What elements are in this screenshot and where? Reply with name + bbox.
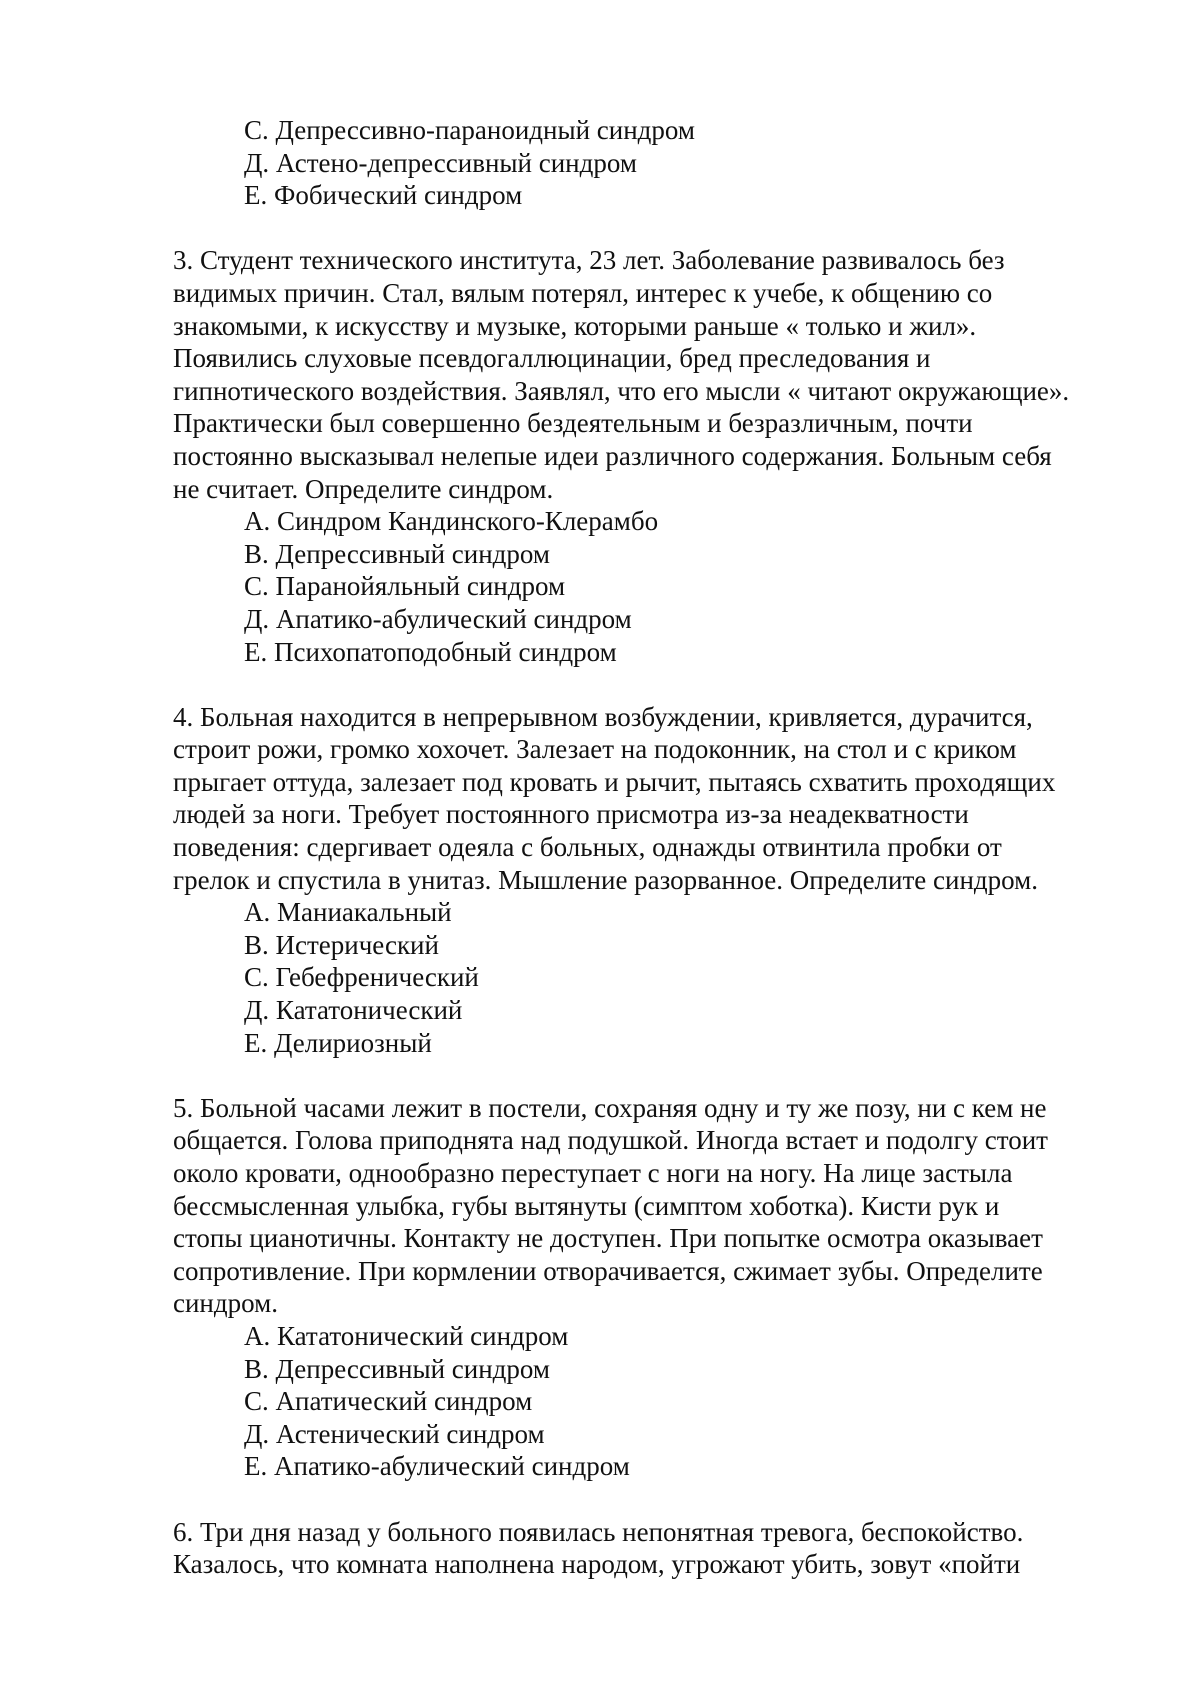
question-line: грелок и спустила в унитаз. Мышление разорванное. Определите синдром.	[173, 864, 1038, 895]
question-line: людей за ноги. Требует постоянного присмотра из-за неадекватности	[173, 799, 969, 830]
answer-option: Е. Фобический синдром	[244, 180, 523, 211]
answer-option: А. Маниакальный	[244, 897, 452, 928]
question-line: сопротивление. При кормлении отворачивается, сжимает зубы. Определите	[173, 1255, 1043, 1286]
answer-option: Д. Астенический синдром	[244, 1418, 545, 1449]
question-line: общается. Голова приподнята над подушкой. Иногда встает и подолгу стоит	[173, 1125, 1048, 1156]
question-text	[173, 244, 1133, 505]
answer-option: А. Синдром Кандинского-Клерамбо	[244, 506, 659, 537]
question-line: не считает. Определите синдром.	[173, 473, 554, 504]
answer-option: А. Кататонический синдром	[244, 1320, 569, 1351]
answer-option: С. Апатический синдром	[244, 1386, 533, 1417]
answer-option: Д. Апатико-абулический синдром	[244, 603, 632, 634]
answer-option: Д. Астено-депрессивный синдром	[244, 147, 637, 178]
question-line: 3. Студент технического института, 23 лет. Заболевание развивалось без	[173, 245, 1005, 276]
question-line: поведения: сдергивает одеяла с больных, однажды отвинтила пробки от	[173, 832, 1002, 863]
question-line: Практически был совершенно бездеятельным и безразличным, почти	[173, 408, 973, 439]
question-line: 6. Три дня назад у больного появилась непонятная тревога, беспокойство.	[173, 1516, 1024, 1547]
question-line: видимых причин. Стал, вялым потерял, интерес к учебе, к общению со	[173, 277, 993, 308]
question-3-options	[173, 505, 1133, 668]
question-line: прыгает оттуда, залезает под кровать и рычит, пытаясь схватить проходящих	[173, 766, 1056, 797]
question-text	[173, 1516, 1133, 1581]
question-line: строит рожи, громко хохочет. Залезает на подоконник, на стол и с криком	[173, 734, 1017, 765]
document-content	[173, 114, 1133, 1581]
question-5	[173, 1092, 1133, 1483]
question-line: гипнотического воздействия. Заявлял, что его мысли « читают окружающие».	[173, 375, 1070, 406]
question-line: знакомыми, к искусству и музыке, которыми раньше « только и жил».	[173, 310, 977, 341]
question-4	[173, 701, 1133, 1060]
answer-option: С. Депрессивно-параноидный синдром	[244, 115, 695, 145]
question-line: Казалось, что комната наполнена народом, угрожают убить, зовут «пойти	[173, 1549, 1021, 1580]
question-line: синдром.	[173, 1288, 278, 1319]
answer-option: С. Гебефренический	[244, 962, 479, 993]
question-text	[173, 1092, 1133, 1320]
question-4-options	[173, 896, 1133, 1059]
question-line: стопы цианотичны. Контакту не доступен. При попытке осмотра оказывает	[173, 1223, 1043, 1254]
answer-option: Д. Кататонический	[244, 995, 463, 1026]
question-6	[173, 1516, 1133, 1581]
question-3	[173, 244, 1133, 668]
answer-option: С. Паранойяльный синдром	[244, 571, 566, 602]
answer-option: Е. Психопатоподобный синдром	[244, 636, 617, 667]
question-line: постоянно высказывал нелепые идеи различного содержания. Больным себя	[173, 440, 1052, 471]
question-line: около кровати, однообразно переступает с ноги на ногу. На лице застыла	[173, 1158, 1013, 1188]
answer-option: Е. Апатико-абулический синдром	[244, 1451, 630, 1482]
question-line: бессмысленная улыбка, губы вытянуты (симптом хоботка). Кисти рук и	[173, 1190, 1000, 1221]
question-text	[173, 701, 1133, 897]
question-line: 5. Больной часами лежит в постели, сохраняя одну и ту же позу, ни с кем не	[173, 1092, 1047, 1123]
answer-option: В. Депрессивный синдром	[244, 538, 550, 569]
answer-option: В. Депрессивный синдром	[244, 1353, 550, 1384]
answer-option: Е. Делириозный	[244, 1027, 432, 1058]
question-line: Появились слуховые псевдогаллюцинации, бред преследования и	[173, 343, 931, 374]
question-line: 4. Больная находится в непрерывном возбуждении, кривляется, дурачится,	[173, 701, 1033, 732]
question-2-options	[173, 114, 1133, 212]
answer-option: В. Истерический	[244, 929, 439, 960]
question-5-options	[173, 1320, 1133, 1483]
